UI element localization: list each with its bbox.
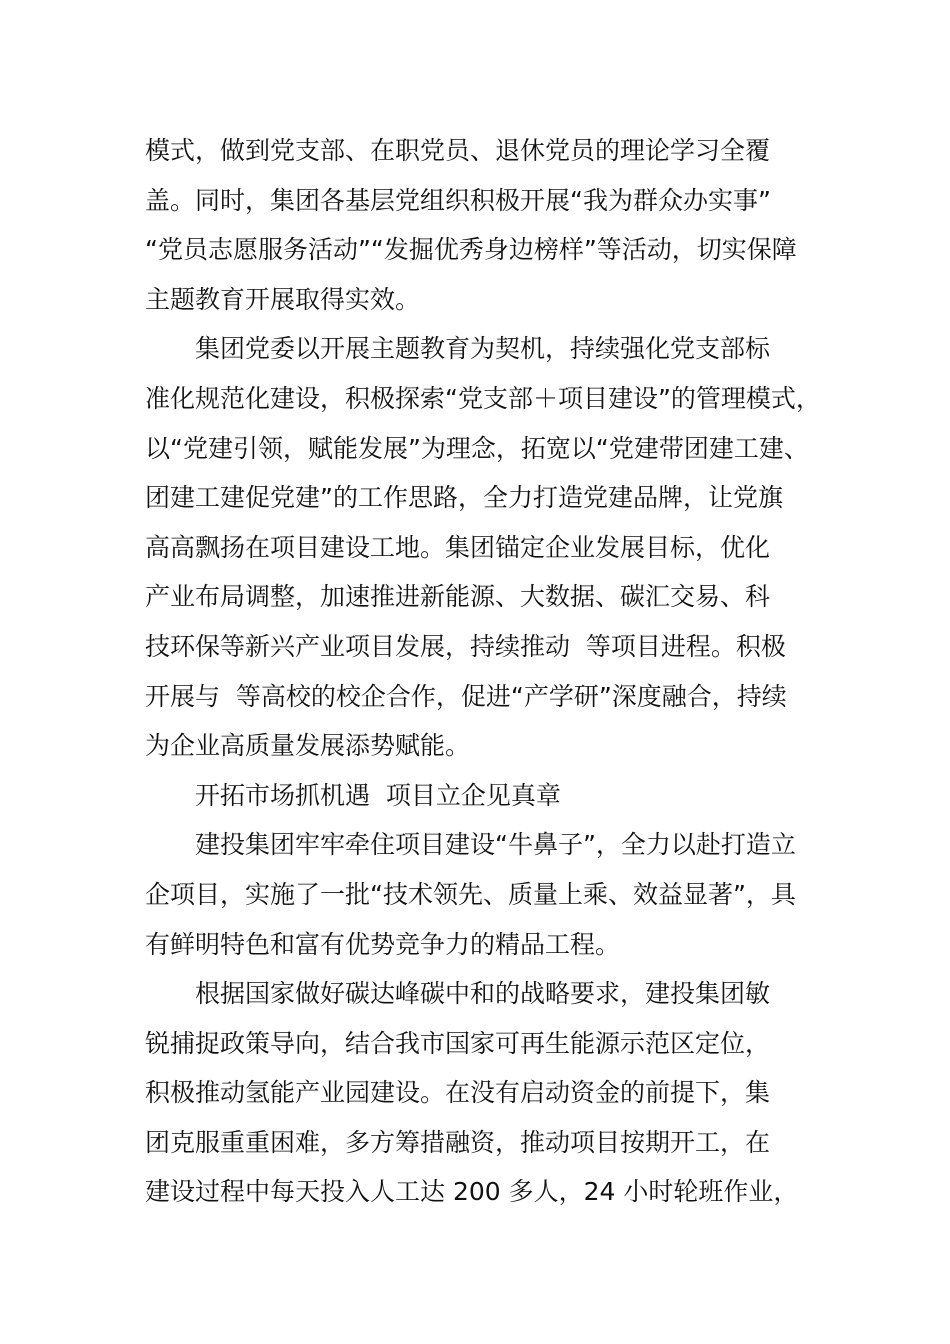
text-line: 锐捕捉政策导向，结合我市国家可再生能源示范区定位， <box>145 1028 771 1058</box>
text-line: 企项目，实施了一批“技术领先、质量上乘、效益显著”，具 <box>145 879 796 909</box>
text-line: 高高飘扬在项目建设工地。集团锚定企业发展目标，优化 <box>145 532 771 562</box>
text-line: 主题教育开展取得实效。 <box>145 284 421 314</box>
text-line: 盖。同时，集团各基层党组织积极开展“我为群众办实事” <box>145 185 771 215</box>
text-line: 有鲜明特色和富有优势竞争力的精品工程。 <box>145 929 621 959</box>
text-line: “党员志愿服务活动”“发掘优秀身边榜样”等活动，切实保障 <box>145 235 797 265</box>
section-heading: 开拓市场抓机遇 项目立企见真章 <box>195 780 561 810</box>
text-line: 以“党建引领，赋能发展”为理念，拓宽以“党建带团建工建、 <box>145 433 809 463</box>
text-line: 模式，做到党支部、在职党员、退休党员的理论学习全覆 <box>145 136 771 165</box>
text-line: 团克服重重困难，多方筹措融资，推动项目按期开工，在 <box>145 1127 771 1157</box>
text-line: 产业布局调整，加速推进新能源、大数据、碳汇交易、科 <box>145 582 771 612</box>
body-text <box>145 126 825 1217</box>
text-line: 为企业高质量发展添势赋能。 <box>145 731 471 761</box>
text-line: 技环保等新兴产业项目发展，持续推动 等项目进程。积极 <box>145 631 786 661</box>
text-line: 根据国家做好碳达峰碳中和的战略要求，建投集团敏 <box>195 979 771 1009</box>
text-line: 团建工建促党建”的工作思路，全力打造党建品牌，让党旗 <box>145 483 783 513</box>
text-line: 建设过程中每天投入人工达 200 多人，24 小时轮班作业， <box>145 1177 799 1207</box>
text-line: 开展与 等高校的校企合作，促进“产学研”深度融合，持续 <box>145 681 787 711</box>
text-line: 准化规范化建设，积极探索“党支部＋项目建设”的管理模式， <box>145 383 821 413</box>
text-line: 积极推动氢能产业园建设。在没有启动资金的前提下，集 <box>145 1078 771 1108</box>
text-line: 建投集团牢牢牵住项目建设“牛鼻子”，全力以赴打造立 <box>195 830 796 860</box>
text-line: 集团党委以开展主题教育为契机，持续强化党支部标 <box>195 334 771 364</box>
